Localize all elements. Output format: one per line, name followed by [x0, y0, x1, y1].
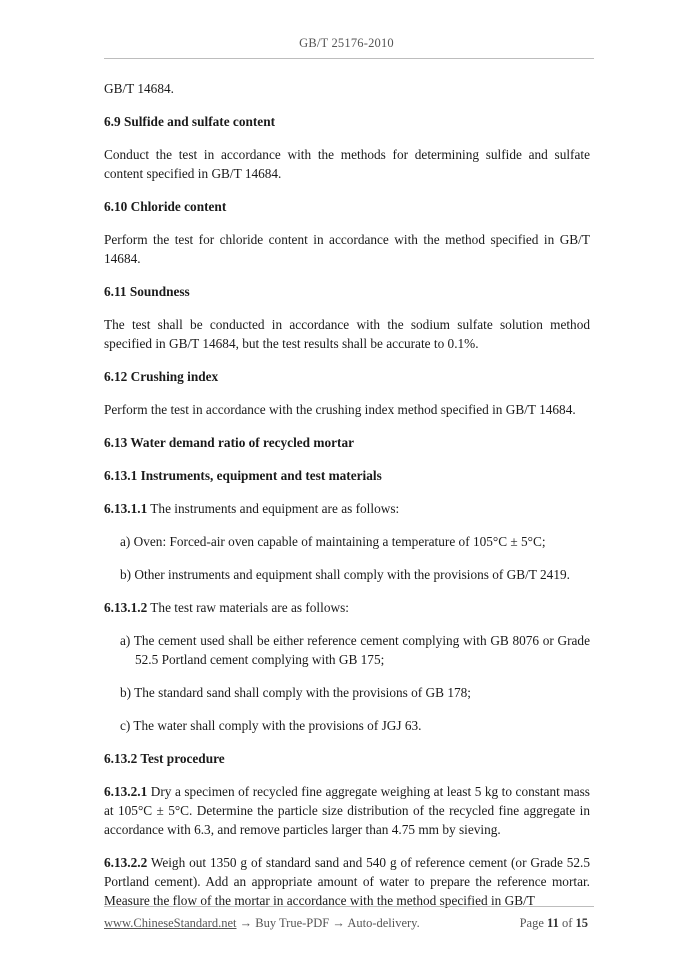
arrow-right-icon: →	[329, 916, 348, 930]
header-divider	[104, 58, 594, 59]
footer-divider	[104, 906, 594, 907]
list-item-other-instruments: b) Other instruments and equipment shall comply with the provisions of GB/T 2419.	[120, 567, 570, 582]
clause-number: 6.13.1.2	[104, 600, 148, 615]
continued-text: GB/T 14684.	[104, 81, 174, 96]
buy-pdf-text: Buy True-PDF	[255, 916, 330, 930]
section-text-6-10: Perform the test for chloride content in accordance with the method specified in GB/T 14684.	[104, 232, 590, 266]
clause-number: 6.13.2.1	[104, 784, 148, 799]
site-link[interactable]: www.ChineseStandard.net	[104, 916, 237, 930]
clause-6-13-2-1	[104, 782, 590, 839]
running-header: GB/T 25176-2010	[299, 36, 394, 50]
page-body	[104, 79, 590, 924]
clause-6-13-1-1	[104, 499, 590, 518]
clause-6-13-1-2	[104, 598, 590, 617]
list-item-cement: a) The cement used shall be either reference cement complying with GB 8076 or Grade 52.5 Portland cement complying with GB 175;	[120, 633, 590, 667]
section-heading-6-13-2: 6.13.2 Test procedure	[104, 751, 225, 766]
section-heading-6-10: 6.10 Chloride content	[104, 199, 227, 214]
clause-number: 6.13.1.1	[104, 501, 148, 516]
section-text-6-9: Conduct the test in accordance with the methods for determining sulfide and sulfate content specified in GB/T 14684.	[104, 147, 590, 181]
clause-number: 6.13.2.2	[104, 855, 148, 870]
total-pages: 15	[575, 916, 588, 930]
current-page: 11	[547, 916, 559, 930]
section-heading-6-9: 6.9 Sulfide and sulfate content	[104, 114, 276, 129]
section-heading-6-13-1: 6.13.1 Instruments, equipment and test materials	[104, 468, 382, 483]
page-label: Page	[519, 916, 548, 930]
arrow-right-icon: →	[236, 916, 256, 930]
clause-text: Dry a specimen of recycled fine aggregate weighing at least 5 kg to constant mass at 105°C ± 5°C. Determine the particle size distribution of the recycled fine aggregate in accordance with 6.3, and remove particles larger than 4.75 mm by sieving.	[104, 784, 590, 837]
clause-text: Weigh out 1350 g of standard sand and 540 g of reference cement (or Grade 52.5 Portland cement). Add an appropriate amount of water to prepare the reference mortar. Measure the flow of the mortar in accordance with the method specified in GB/T	[104, 855, 590, 908]
of-label: of	[558, 916, 576, 930]
section-heading-6-11: 6.11 Soundness	[104, 284, 190, 299]
list-item-sand: b) The standard sand shall comply with the provisions of GB 178;	[120, 685, 471, 700]
section-heading-6-12: 6.12 Crushing index	[104, 369, 219, 384]
clause-text: The test raw materials are as follows:	[147, 600, 349, 615]
auto-delivery-text: Auto-delivery.	[347, 916, 420, 930]
clause-6-13-2-2	[104, 853, 590, 910]
section-heading-6-13: 6.13 Water demand ratio of recycled mortar	[104, 435, 354, 450]
footer-links	[104, 916, 420, 931]
section-text-6-12: Perform the test in accordance with the crushing index method specified in GB/T 14684.	[104, 402, 576, 417]
page-number	[520, 916, 588, 931]
section-text-6-11: The test shall be conducted in accordance with the sodium sulfate solution method specified in GB/T 14684, but the test results shall be accurate to 0.1%.	[104, 317, 590, 351]
clause-text: The instruments and equipment are as follows:	[147, 501, 400, 516]
list-item-water: c) The water shall comply with the provisions of JGJ 63.	[120, 718, 422, 733]
list-item-oven: a) Oven: Forced-air oven capable of maintaining a temperature of 105°C ± 5°C;	[120, 534, 546, 549]
